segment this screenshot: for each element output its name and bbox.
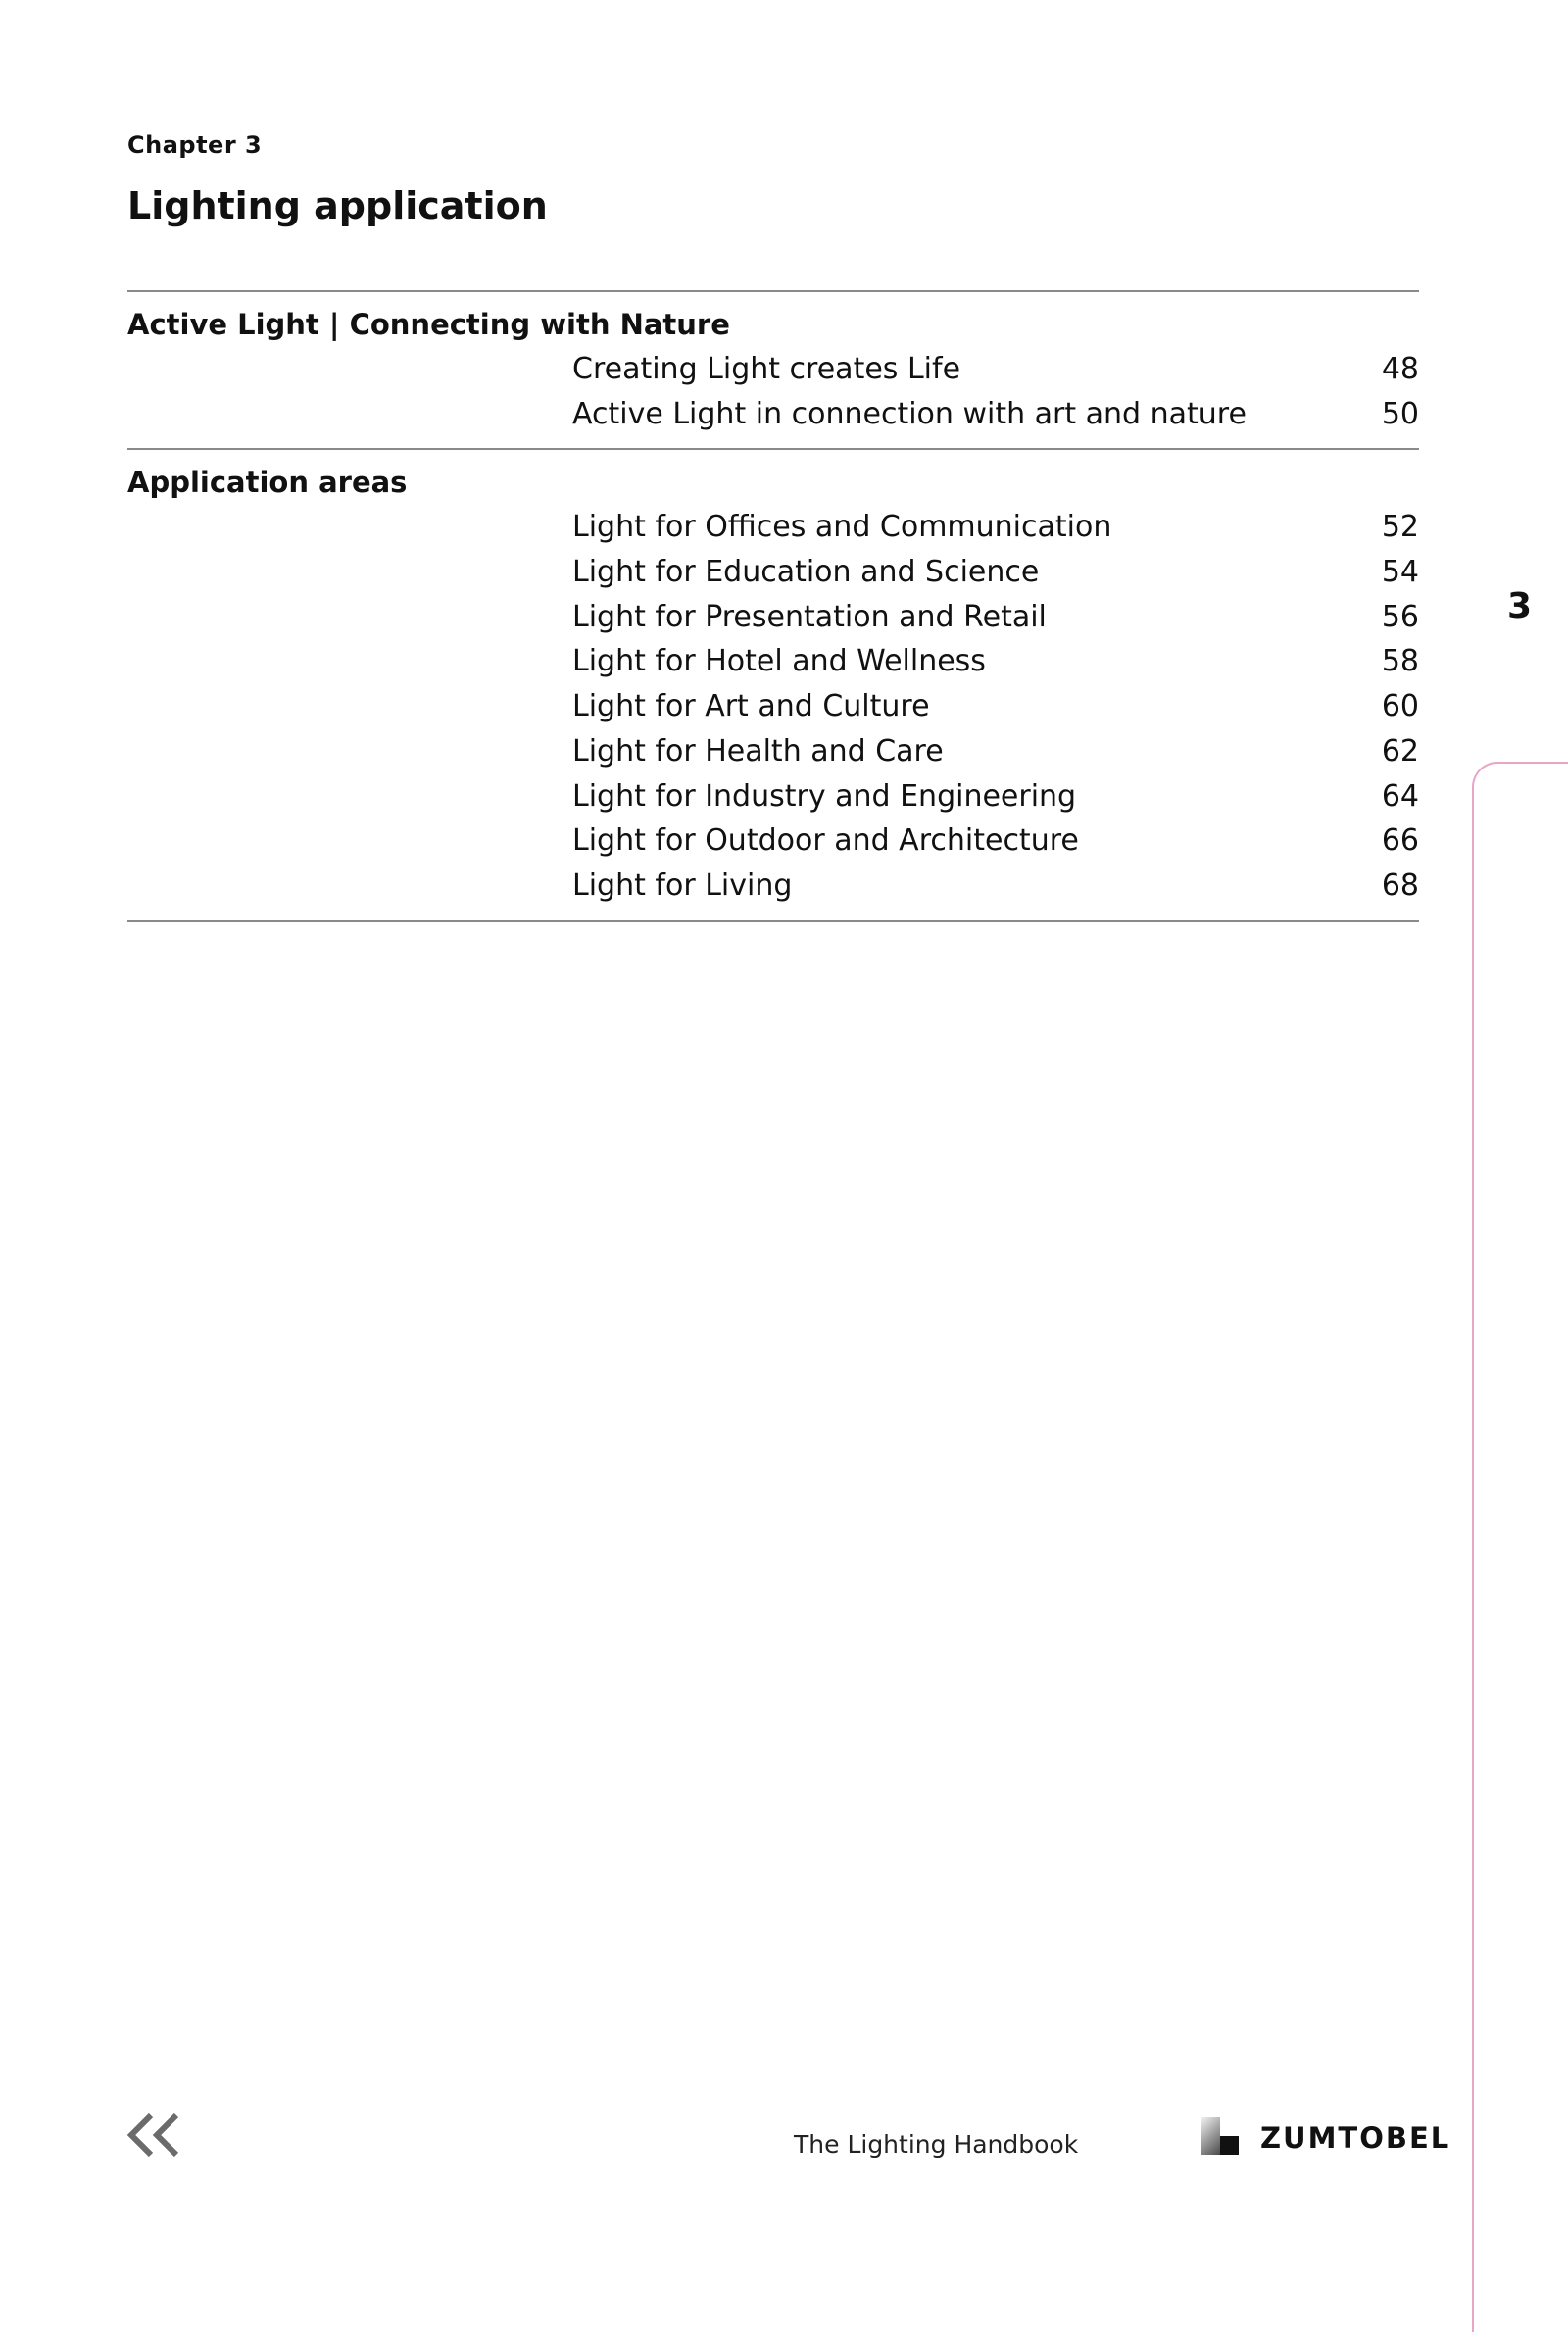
toc-entry[interactable] <box>127 688 1419 733</box>
toc-entry-page-number: 52 <box>1381 510 1419 545</box>
toc-section-title: Application areas <box>127 466 408 500</box>
toc-entry-page-number: 50 <box>1381 396 1419 431</box>
double-chevron-left-icon[interactable] <box>123 2111 186 2158</box>
zumtobel-logo-icon <box>1201 2117 1239 2155</box>
toc-entry-page-number: 64 <box>1381 778 1419 814</box>
toc-entry[interactable] <box>127 868 1419 913</box>
footer-title: The Lighting Handbook <box>794 2130 1079 2158</box>
toc-section <box>127 448 1419 921</box>
toc-entry[interactable] <box>127 509 1419 554</box>
toc-entry-title: Creating Light creates Life <box>572 352 961 386</box>
toc-entry-title: Active Light in connection with art and nature <box>572 396 1247 431</box>
chapter-tab-edge <box>1472 762 1568 2332</box>
toc-entry-title: Light for Art and Culture <box>572 689 930 724</box>
chapter-label: Chapter 3 <box>127 131 263 159</box>
toc-entry-title: Light for Hotel and Wellness <box>572 644 986 679</box>
toc-entry-title: Light for Offices and Communication <box>572 510 1112 545</box>
toc-entry[interactable] <box>127 351 1419 396</box>
toc-entry-page-number: 48 <box>1381 352 1419 386</box>
toc-entry-page-number: 54 <box>1381 555 1419 590</box>
toc-entry-page-number: 56 <box>1381 599 1419 634</box>
brand-name: ZUMTOBEL <box>1260 2121 1451 2155</box>
toc-entry-title: Light for Outdoor and Architecture <box>572 823 1079 859</box>
toc-entry[interactable] <box>127 599 1419 644</box>
toc-entry-title: Light for Presentation and Retail <box>572 599 1047 634</box>
chapter-tab-number: 3 <box>1507 586 1533 626</box>
toc-entry-title: Light for Industry and Engineering <box>572 778 1077 814</box>
toc-entry-page-number: 68 <box>1381 868 1419 903</box>
toc-entry[interactable] <box>127 554 1419 599</box>
toc-entry[interactable] <box>127 778 1419 823</box>
toc-entry-page-number: 62 <box>1381 733 1419 769</box>
table-of-contents <box>127 290 1419 922</box>
toc-entry[interactable] <box>127 643 1419 688</box>
toc-entry-title: Light for Living <box>572 868 793 903</box>
toc-section-title: Active Light | Connecting with Nature <box>127 308 730 341</box>
toc-entry-page-number: 66 <box>1381 823 1419 859</box>
toc-entry[interactable] <box>127 822 1419 868</box>
toc-entry-title: Light for Education and Science <box>572 555 1040 590</box>
toc-entry-title: Light for Health and Care <box>572 733 944 769</box>
toc-entry[interactable] <box>127 733 1419 778</box>
toc-section <box>127 290 1419 448</box>
toc-entry-page-number: 58 <box>1381 644 1419 679</box>
page-title: Lighting application <box>127 184 548 227</box>
toc-entry-page-number: 60 <box>1381 689 1419 724</box>
toc-entry[interactable] <box>127 396 1419 441</box>
